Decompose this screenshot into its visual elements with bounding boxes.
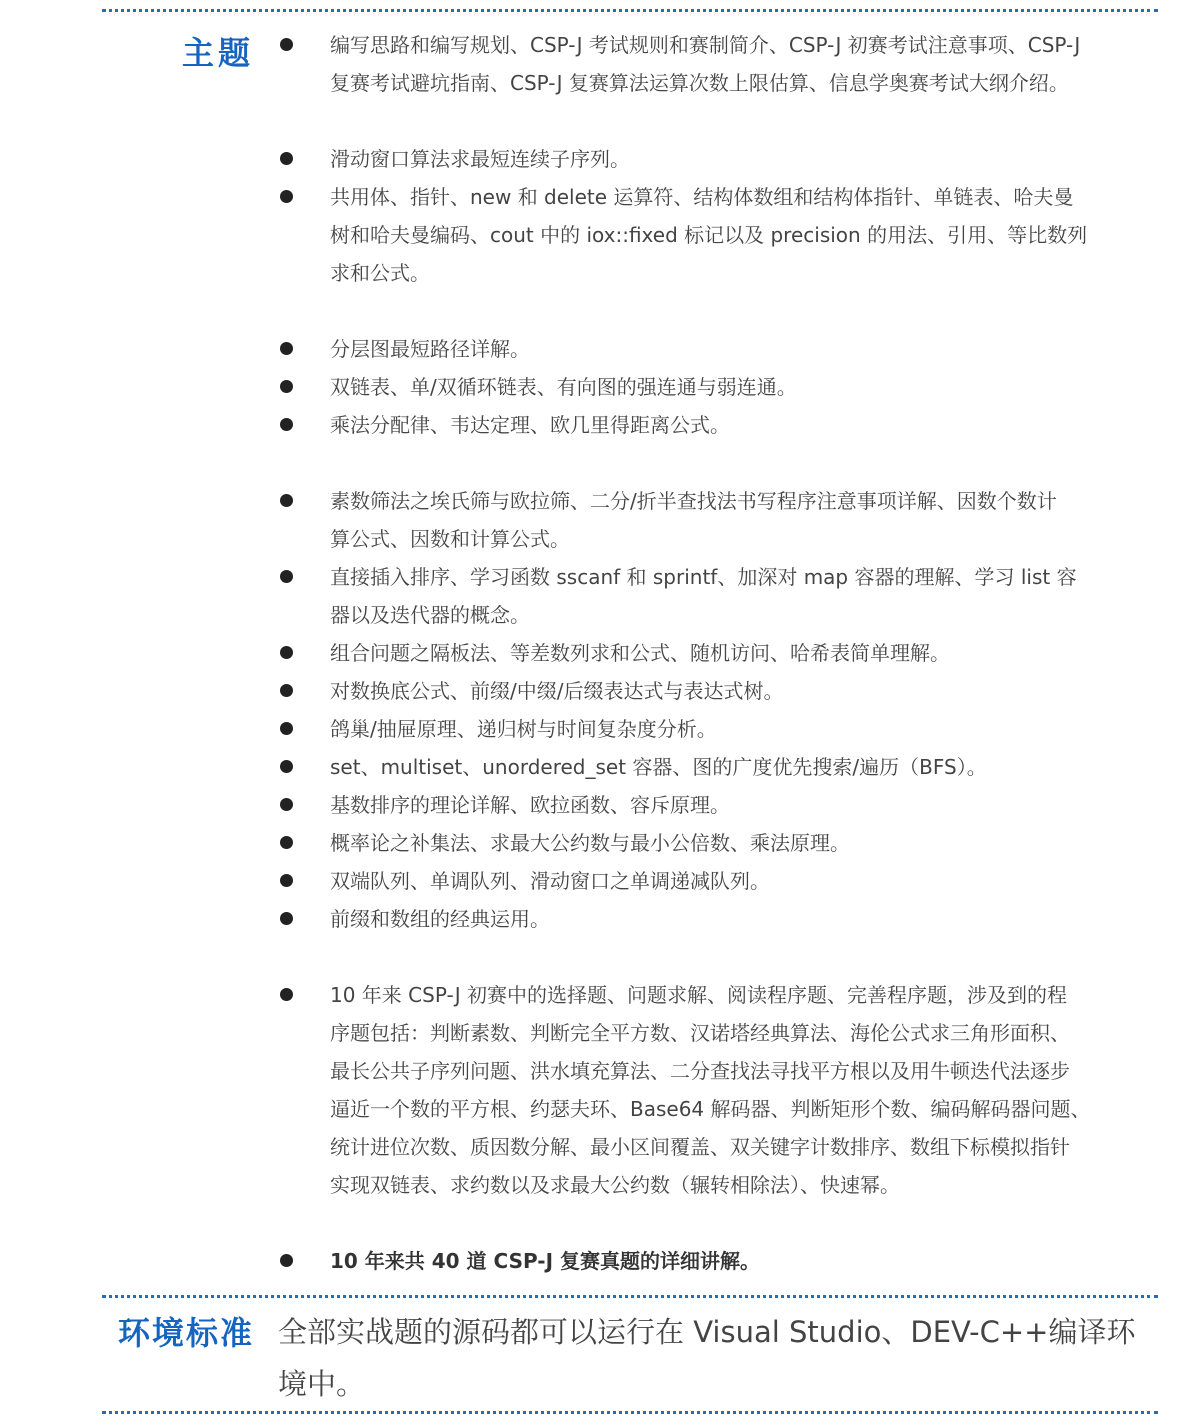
bullet-dot-icon (280, 912, 293, 925)
list-item-text-line: 逼近一个数的平方根、约瑟夫环、Base64 解码器、判断矩形个数、编码解码器问题、 (330, 1097, 1091, 1121)
list-item (330, 710, 1140, 748)
list-item (330, 178, 1140, 292)
list-item-text-line: 最长公共子序列问题、洪水填充算法、二分查找法寻找平方根以及用牛顿迭代法逐步 (330, 1059, 1070, 1083)
list-item-text-line: 共用体、指针、new 和 delete 运算符、结构体数组和结构体指针、单链表、哈夫曼 (330, 185, 1074, 209)
bullet-dot-icon (280, 760, 293, 773)
bullet-dot-icon (280, 874, 293, 887)
bullet-dot-icon (280, 988, 293, 1001)
bullet-dot-icon (280, 570, 293, 583)
list-item (330, 406, 1140, 444)
list-item-text-line: 统计进位次数、质因数分解、最小区间覆盖、双关键字计数排序、数组下标模拟指针 (330, 1135, 1070, 1159)
list-item-text-line: 素数筛法之埃氏筛与欧拉筛、二分/折半查找法书写程序注意事项详解、因数个数计 (330, 489, 1057, 513)
bullet-dot-icon (280, 152, 293, 165)
list-item (330, 824, 1140, 862)
bullet-dot-icon (280, 418, 293, 431)
list-item-text-line: 求和公式。 (330, 261, 430, 285)
list-item-text-line: 实现双链表、求约数以及求最大公约数（辗转相除法）、快速幂。 (330, 1173, 900, 1197)
list-item (330, 368, 1140, 406)
list-item (330, 26, 1140, 102)
list-item (330, 900, 1140, 938)
bullet-dot-icon (280, 1254, 293, 1267)
bullet-dot-icon (280, 190, 293, 203)
list-item (330, 786, 1140, 824)
bottom-dotted-divider (102, 1411, 1158, 1414)
list-item-text-line: 复赛考试避坑指南、CSP-J 复赛算法运算次数上限估算、信息学奥赛考试大纲介绍。 (330, 71, 1069, 95)
environment-text-line: 全部实战题的源码都可以运行在 Visual Studio、DEV-C++编译环 (278, 1315, 1136, 1349)
list-item (330, 634, 1140, 672)
list-item-text-line: 双端队列、单调队列、滑动窗口之单调递减队列。 (330, 869, 770, 893)
bullet-dot-icon (280, 380, 293, 393)
bullet-dot-icon (280, 722, 293, 735)
list-item-text-line: 直接插入排序、学习函数 sscanf 和 sprintf、加深对 map 容器的理解、学习 list 容 (330, 565, 1077, 589)
list-item-text-line: 基数排序的理论详解、欧拉函数、容斥原理。 (330, 793, 730, 817)
bullet-dot-icon (280, 38, 293, 51)
list-item-text-line: 概率论之补集法、求最大公约数与最小公倍数、乘法原理。 (330, 831, 850, 855)
bullet-dot-icon (280, 798, 293, 811)
topic-section-label: 主题 (181, 34, 254, 72)
list-item-text-line: set、multiset、unordered_set 容器、图的广度优先搜索/遍历（BFS）。 (330, 755, 987, 779)
list-item (330, 748, 1140, 786)
list-item (330, 482, 1140, 558)
list-item (330, 672, 1140, 710)
list-item-text-line: 编写思路和编写规划、CSP-J 考试规则和赛制简介、CSP-J 初赛考试注意事项、CSP-J (330, 33, 1081, 57)
list-item-text-line: 对数换底公式、前缀/中缀/后缀表达式与表达式树。 (330, 679, 784, 703)
environment-section-label: 环境标准 (117, 1314, 254, 1352)
list-item-text-line: 乘法分配律、韦达定理、欧几里得距离公式。 (330, 413, 730, 437)
list-item-text-line: 前缀和数组的经典运用。 (330, 907, 550, 931)
bullet-dot-icon (280, 836, 293, 849)
list-item (330, 140, 1140, 178)
list-item (330, 1242, 1140, 1280)
bullet-dot-icon (280, 646, 293, 659)
list-item-text-line: 组合问题之隔板法、等差数列求和公式、随机访问、哈希表简单理解。 (330, 641, 950, 665)
bullet-dot-icon (280, 342, 293, 355)
bullet-dot-icon (280, 494, 293, 507)
list-item-text-line: 树和哈夫曼编码、cout 中的 iox::fixed 标记以及 precision 的用法、引用、等比数列 (330, 223, 1088, 247)
list-item (330, 862, 1140, 900)
middle-dotted-divider (102, 1295, 1158, 1298)
bullet-dot-icon (280, 684, 293, 697)
list-item-text-line: 算公式、因数和计算公式。 (330, 527, 570, 551)
list-item-text-line: 分层图最短路径详解。 (330, 337, 530, 361)
list-item-text-line: 双链表、单/双循环链表、有向图的强连通与弱连通。 (330, 375, 797, 399)
list-item (330, 976, 1140, 1204)
list-item-text-line: 器以及迭代器的概念。 (330, 603, 530, 627)
environment-text-line: 境中。 (278, 1367, 366, 1401)
list-item (330, 330, 1140, 368)
list-item (330, 558, 1140, 634)
environment-description (278, 1306, 1158, 1410)
list-item-text-line: 10 年来共 40 道 CSP-J 复赛真题的详细讲解。 (330, 1249, 760, 1273)
list-item-text-line: 10 年来 CSP-J 初赛中的选择题、问题求解、阅读程序题、完善程序题，涉及到的程 (330, 983, 1068, 1007)
list-item-text-line: 鸽巢/抽屉原理、递归树与时间复杂度分析。 (330, 717, 717, 741)
list-item-text-line: 序题包括：判断素数、判断完全平方数、汉诺塔经典算法、海伦公式求三角形面积、 (330, 1021, 1070, 1045)
list-item-text-line: 滑动窗口算法求最短连续子序列。 (330, 147, 630, 171)
